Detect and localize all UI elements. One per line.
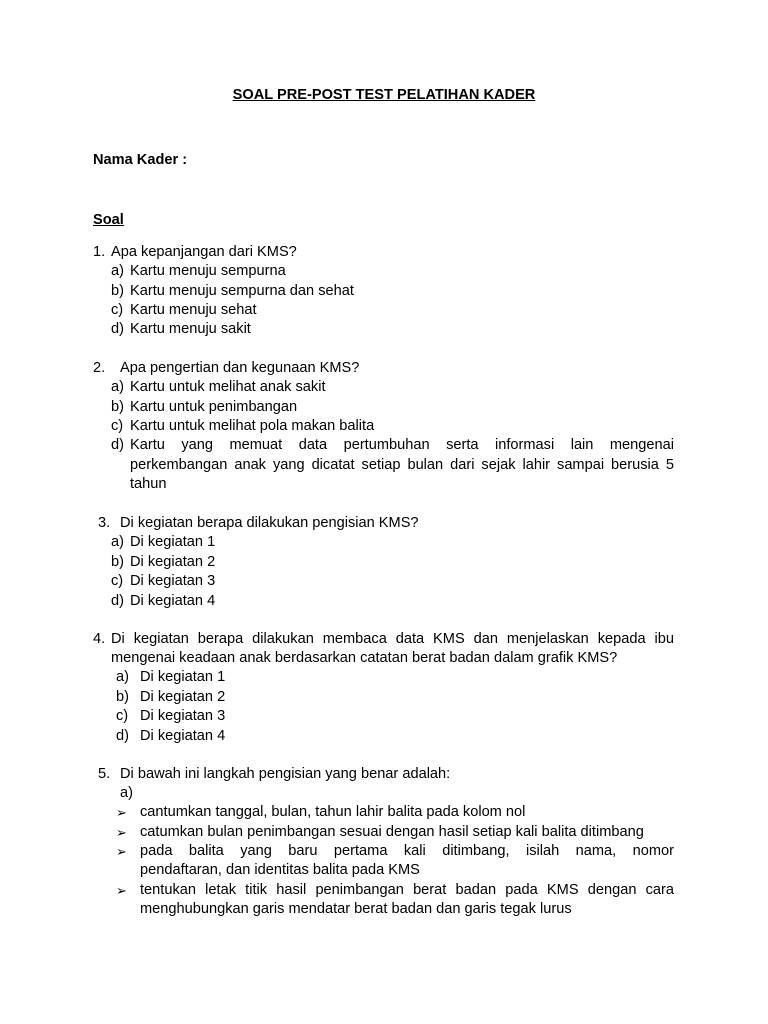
q4-option-a-text: Di kegiatan 1 xyxy=(140,669,226,685)
question-5-number: 5. xyxy=(98,766,111,782)
q3-option-a-text: Di kegiatan 1 xyxy=(130,534,216,550)
question-1-number: 1. xyxy=(93,244,106,260)
question-3-text: Di kegiatan berapa dilakukan pengisian KMS? xyxy=(120,515,419,531)
q1-option-c-label: c) xyxy=(111,302,124,318)
q1-option-d-label: d) xyxy=(111,321,124,337)
arrow-bullet-icon: ➢ xyxy=(116,805,127,820)
q5-bullet-2: catumkan bulan penimbangan sesuai dengan hasil setiap kali balita ditimbang xyxy=(140,824,644,840)
q3-option-c-text: Di kegiatan 3 xyxy=(130,573,216,589)
arrow-bullet-icon: ➢ xyxy=(116,883,127,898)
q5-bullet-3-line-1: pada balita yang baru pertama kali ditimbang, isilah nama, nomor xyxy=(140,843,674,859)
q2-option-a-text: Kartu untuk melihat anak sakit xyxy=(130,379,326,395)
q2-option-d-line-3: tahun xyxy=(130,476,167,492)
q2-option-a-label: a) xyxy=(111,379,124,395)
arrow-bullet-icon: ➢ xyxy=(116,844,127,859)
q2-option-d-line-1: Kartu yang memuat data pertumbuhan serta informasi lain mengenai xyxy=(130,437,674,453)
question-4-line-2: mengenai keadaan anak berdasarkan catatan berat badan dalam grafik KMS? xyxy=(111,650,618,666)
q4-option-c-text: Di kegiatan 3 xyxy=(140,708,226,724)
question-3-number: 3. xyxy=(98,515,111,531)
question-1-text: Apa kepanjangan dari KMS? xyxy=(111,244,297,260)
q1-option-c-text: Kartu menuju sehat xyxy=(130,302,257,318)
q1-option-a-label: a) xyxy=(111,263,124,279)
q5-option-a-label: a) xyxy=(120,785,133,801)
q4-option-b-label: b) xyxy=(116,689,129,705)
q1-option-b-label: b) xyxy=(111,283,124,299)
question-4-line-1: Di kegiatan berapa dilakukan membaca data KMS dan menjelaskan kepada ibu xyxy=(111,631,674,647)
q5-bullet-1: cantumkan tanggal, bulan, tahun lahir balita pada kolom nol xyxy=(140,804,526,820)
question-5-text: Di bawah ini langkah pengisian yang benar adalah: xyxy=(120,766,451,782)
q2-option-d-label: d) xyxy=(111,437,124,453)
name-label: Nama Kader : xyxy=(93,152,188,168)
q1-option-b-text: Kartu menuju sempurna dan sehat xyxy=(130,283,354,299)
arrow-bullet-icon: ➢ xyxy=(116,825,127,840)
question-2-number: 2. xyxy=(93,360,106,376)
q4-option-d-label: d) xyxy=(116,728,129,744)
q3-option-c-label: c) xyxy=(111,573,124,589)
q2-option-d-line-2: perkembangan anak yang dicatat setiap bulan dari sejak lahir sampai berusia 5 xyxy=(130,457,674,473)
question-4-number: 4. xyxy=(93,631,106,647)
q2-option-b-text: Kartu untuk penimbangan xyxy=(130,399,298,415)
q4-option-d-text: Di kegiatan 4 xyxy=(140,728,226,744)
q1-option-a-text: Kartu menuju sempurna xyxy=(130,263,286,279)
page-title: SOAL PRE-POST TEST PELATIHAN KADER xyxy=(232,87,536,103)
q4-option-a-label: a) xyxy=(116,669,129,685)
q4-option-c-label: c) xyxy=(116,708,129,724)
q3-option-d-text: Di kegiatan 4 xyxy=(130,593,216,609)
q2-option-b-label: b) xyxy=(111,399,124,415)
question-2-text: Apa pengertian dan kegunaan KMS? xyxy=(120,360,360,376)
q3-option-b-text: Di kegiatan 2 xyxy=(130,554,216,570)
q1-option-d-text: Kartu menuju sakit xyxy=(130,321,251,337)
q3-option-b-label: b) xyxy=(111,554,124,570)
q2-option-c-label: c) xyxy=(111,418,124,434)
q5-bullet-4-line-1: tentukan letak titik hasil penimbangan berat badan pada KMS dengan cara xyxy=(140,882,674,898)
q3-option-d-label: d) xyxy=(111,593,124,609)
q4-option-b-text: Di kegiatan 2 xyxy=(140,689,226,705)
q5-bullet-3-line-2: pendaftaran, dan identitas balita pada KMS xyxy=(140,862,420,878)
section-heading: Soal xyxy=(93,212,124,228)
q3-option-a-label: a) xyxy=(111,534,124,550)
q2-option-c-text: Kartu untuk melihat pola makan balita xyxy=(130,418,375,434)
q5-bullet-4-line-2: menghubungkan garis mendatar berat badan dan garis tegak lurus xyxy=(140,901,572,917)
